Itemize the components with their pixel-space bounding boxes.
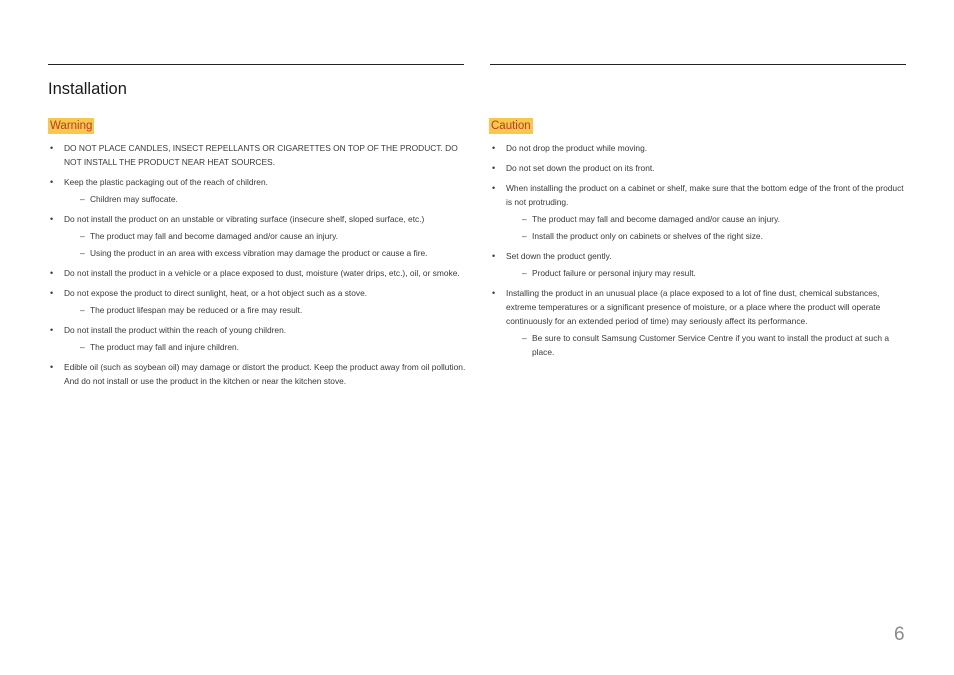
bullet-icon: • — [50, 362, 54, 372]
warning-sub-item — [64, 340, 466, 354]
bullet-icon: • — [50, 143, 54, 153]
warning-item-text: Do not install the product on an unstable or vibrating surface (insecure shelf, sloped surface, etc.) — [64, 214, 425, 224]
dash-icon: – — [80, 342, 85, 352]
dash-icon: – — [80, 194, 85, 204]
dash-icon: – — [522, 231, 527, 241]
warning-item-text: Edible oil (such as soybean oil) may damage or distort the product. Keep the product away from oil pollution. And do not install or use the product in the kitchen or near the kitchen stove. — [64, 362, 466, 386]
warning-item — [48, 212, 466, 260]
warning-item-text: Do not expose the product to direct sunlight, heat, or a hot object such as a stove. — [64, 288, 368, 298]
warning-sub-item — [64, 229, 466, 243]
warning-sub-item — [64, 246, 466, 260]
dash-icon: – — [80, 305, 85, 315]
bullet-icon: • — [50, 325, 54, 335]
caution-sub-item — [506, 229, 906, 243]
caution-item-text: Do not drop the product while moving. — [506, 143, 648, 153]
warning-sub-item-text: The product may fall and become damaged and/or cause an injury. — [90, 231, 338, 241]
bullet-icon: • — [492, 183, 496, 193]
bullet-icon: • — [492, 163, 496, 173]
header-rule-left — [48, 64, 464, 65]
dash-icon: – — [522, 268, 527, 278]
bullet-icon: • — [492, 251, 496, 261]
bullet-icon: • — [492, 288, 496, 298]
warning-item-text: Do not install the product in a vehicle or a place exposed to dust, moisture (water drips, etc.), oil, or smoke. — [64, 268, 460, 278]
warning-label: Warning — [50, 120, 93, 132]
warning-item — [48, 266, 466, 280]
warning-item-text: Do not install the product within the reach of young children. — [64, 325, 287, 335]
bullet-icon: • — [50, 288, 54, 298]
caution-sub-item-text: Install the product only on cabinets or shelves of the right size. — [532, 231, 763, 241]
caution-sub-item-text: The product may fall and become damaged and/or cause an injury. — [532, 214, 780, 224]
caution-list — [490, 141, 906, 365]
bullet-icon: • — [50, 268, 54, 278]
dash-icon: – — [522, 333, 527, 343]
warning-sub-item-text: Using the product in an area with excess vibration may damage the product or cause a fire. — [90, 248, 428, 258]
caution-sub-item-text: Product failure or personal injury may result. — [532, 268, 696, 278]
warning-item — [48, 286, 466, 317]
bullet-icon: • — [492, 143, 496, 153]
bullet-icon: • — [50, 214, 54, 224]
caution-sub-item — [506, 331, 906, 359]
page-number: 6 — [894, 624, 905, 645]
caution-label: Caution — [491, 120, 531, 132]
warning-sub-item-text: The product may fall and injure children. — [90, 342, 239, 352]
caution-item-text: Installing the product in an unusual place (a place exposed to a lot of fine dust, chemical substances, extreme temperatures or a significant presence of moisture, or a place where the product will operate continuously for an extended period of time) may seriously affect its performance. — [506, 288, 881, 326]
caution-sub-item — [506, 212, 906, 226]
warning-sub-item-text: The product lifespan may be reduced or a fire may result. — [90, 305, 303, 315]
caution-item — [490, 286, 906, 359]
warning-item — [48, 175, 466, 206]
warning-item — [48, 323, 466, 354]
caution-item — [490, 161, 906, 175]
warning-sub-item-text: Children may suffocate. — [90, 194, 178, 204]
caution-item — [490, 181, 906, 243]
caution-item-text: When installing the product on a cabinet or shelf, make sure that the bottom edge of the front of the product is not protruding. — [506, 183, 904, 207]
dash-icon: – — [80, 231, 85, 241]
bullet-icon: • — [50, 177, 54, 187]
warning-list — [48, 141, 466, 394]
caution-item-text: Do not set down the product on its front. — [506, 163, 655, 173]
header-rule-right — [490, 64, 906, 65]
warning-sub-item — [64, 303, 466, 317]
warning-item-text: Keep the plastic packaging out of the reach of children. — [64, 177, 268, 187]
dash-icon: – — [80, 248, 85, 258]
warning-item — [48, 141, 466, 169]
warning-item-text: DO NOT PLACE CANDLES, INSECT REPELLANTS OR CIGARETTES ON TOP OF THE PRODUCT. DO NOT INSTALL THE PRODUCT NEAR HEAT SOURCES. — [64, 143, 458, 167]
caution-sub-item-text: Be sure to consult Samsung Customer Service Centre if you want to install the product at such a place. — [532, 333, 890, 357]
warning-sub-item — [64, 192, 466, 206]
caution-item — [490, 249, 906, 280]
caution-item-text: Set down the product gently. — [506, 251, 612, 261]
caution-sub-item — [506, 266, 906, 280]
caution-item — [490, 141, 906, 155]
dash-icon: – — [522, 214, 527, 224]
warning-item — [48, 360, 466, 388]
section-title: Installation — [48, 80, 127, 98]
